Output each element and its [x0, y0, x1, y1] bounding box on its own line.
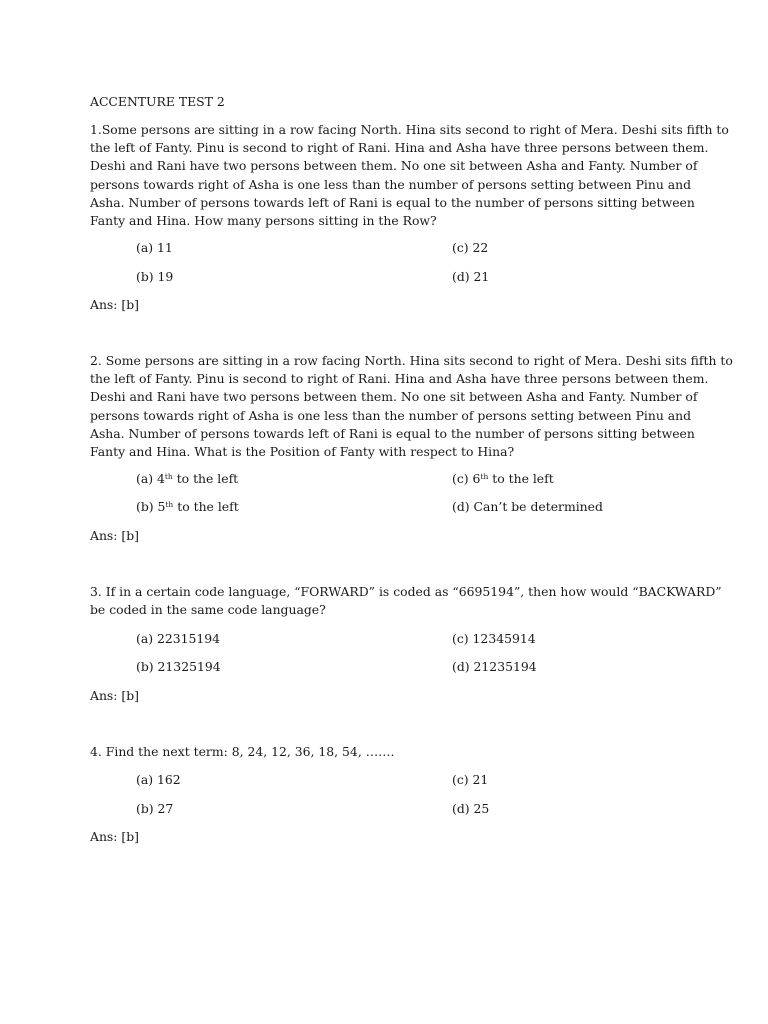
question-1-line: persons towards right of Asha is one less than the number of persons setting between Pinu and	[90, 176, 692, 192]
question-2-line: Asha. Number of persons towards left of Rani is equal to the number of persons sitting between	[90, 425, 695, 441]
question-2-line: the left of Fanty. Pinu is second to right of Rani. Hina and Asha have three persons between them.	[90, 371, 709, 387]
question-4-answer: Ans: [b]	[90, 829, 139, 844]
ordinal-suffix: th	[164, 472, 173, 481]
question-1-line: the left of Fanty. Pinu is second to right of Rani. Hina and Asha have three persons between them.	[90, 140, 709, 156]
question-3-option-d: (d) 21235194	[452, 659, 537, 674]
question-3-line: 3. If in a certain code language, “FORWARD” is coded as “6695194”, then how would “BACKWARD”	[90, 584, 722, 599]
question-2-text	[90, 352, 733, 461]
question-2-option-b	[136, 498, 239, 516]
ordinal-suffix: th	[480, 472, 489, 481]
ordinal-suffix: th	[165, 500, 174, 509]
question-4-option-a: (a) 162	[136, 772, 181, 787]
question-2-answer: Ans: [b]	[90, 528, 139, 543]
question-1-answer: Ans: [b]	[90, 297, 139, 312]
question-3-option-a: (a) 22315194	[136, 631, 221, 646]
question-4-option-c: (c) 21	[452, 772, 489, 787]
question-3-line: be coded in the same code language?	[90, 602, 326, 618]
question-2-line: 2. Some persons are sitting in a row facing North. Hina sits second to right of Mera. Deshi sits fifth to	[90, 353, 733, 368]
question-3-text	[90, 583, 722, 619]
document-title: ACCENTURE TEST 2	[90, 94, 225, 109]
question-1-option-a: (a) 11	[136, 240, 173, 255]
question-4-option-b: (b) 27	[136, 801, 174, 816]
question-1-option-b: (b) 19	[136, 269, 174, 284]
question-1-text	[90, 121, 729, 230]
question-3-option-c: (c) 12345914	[452, 631, 536, 646]
question-2-line: Fanty and Hina. What is the Position of Fanty with respect to Hina?	[90, 444, 515, 460]
option-a-suffix: to the left	[172, 471, 239, 486]
question-1-line: 1.Some persons are sitting in a row facing North. Hina sits second to right of Mera. Deshi sits fifth to	[90, 122, 729, 137]
question-4-option-d: (d) 25	[452, 801, 490, 816]
option-b-text: (b) 5	[136, 499, 166, 514]
question-2-line: persons towards right of Asha is one less than the number of persons setting between Pinu and	[90, 407, 692, 423]
question-1-line: Asha. Number of persons towards left of Rani is equal to the number of persons sitting between	[90, 194, 695, 210]
option-c-suffix: to the left	[488, 471, 554, 486]
question-3-option-b: (b) 21325194	[136, 659, 221, 674]
question-2-option-d: (d) Can’t be determined	[452, 499, 603, 514]
question-1-line: Deshi and Rani have two persons between them. No one sit between Asha and Fanty. Number of	[90, 158, 698, 174]
question-3-answer: Ans: [b]	[90, 688, 139, 703]
question-2-line: Deshi and Rani have two persons between them. No one sit between Asha and Fanty. Number of	[90, 389, 698, 405]
question-4-text: 4. Find the next term: 8, 24, 12, 36, 18, 54, …….	[90, 744, 395, 759]
option-c-text: (c) 6	[452, 471, 481, 486]
option-b-suffix: to the left	[173, 499, 239, 514]
option-a-text: (a) 4	[136, 471, 165, 486]
question-2-option-c	[452, 470, 554, 488]
question-1-option-d: (d) 21	[452, 269, 490, 284]
question-2-option-a	[136, 470, 238, 488]
question-1-line: Fanty and Hina. How many persons sitting in the Row?	[90, 213, 437, 229]
question-1-option-c: (c) 22	[452, 240, 489, 255]
